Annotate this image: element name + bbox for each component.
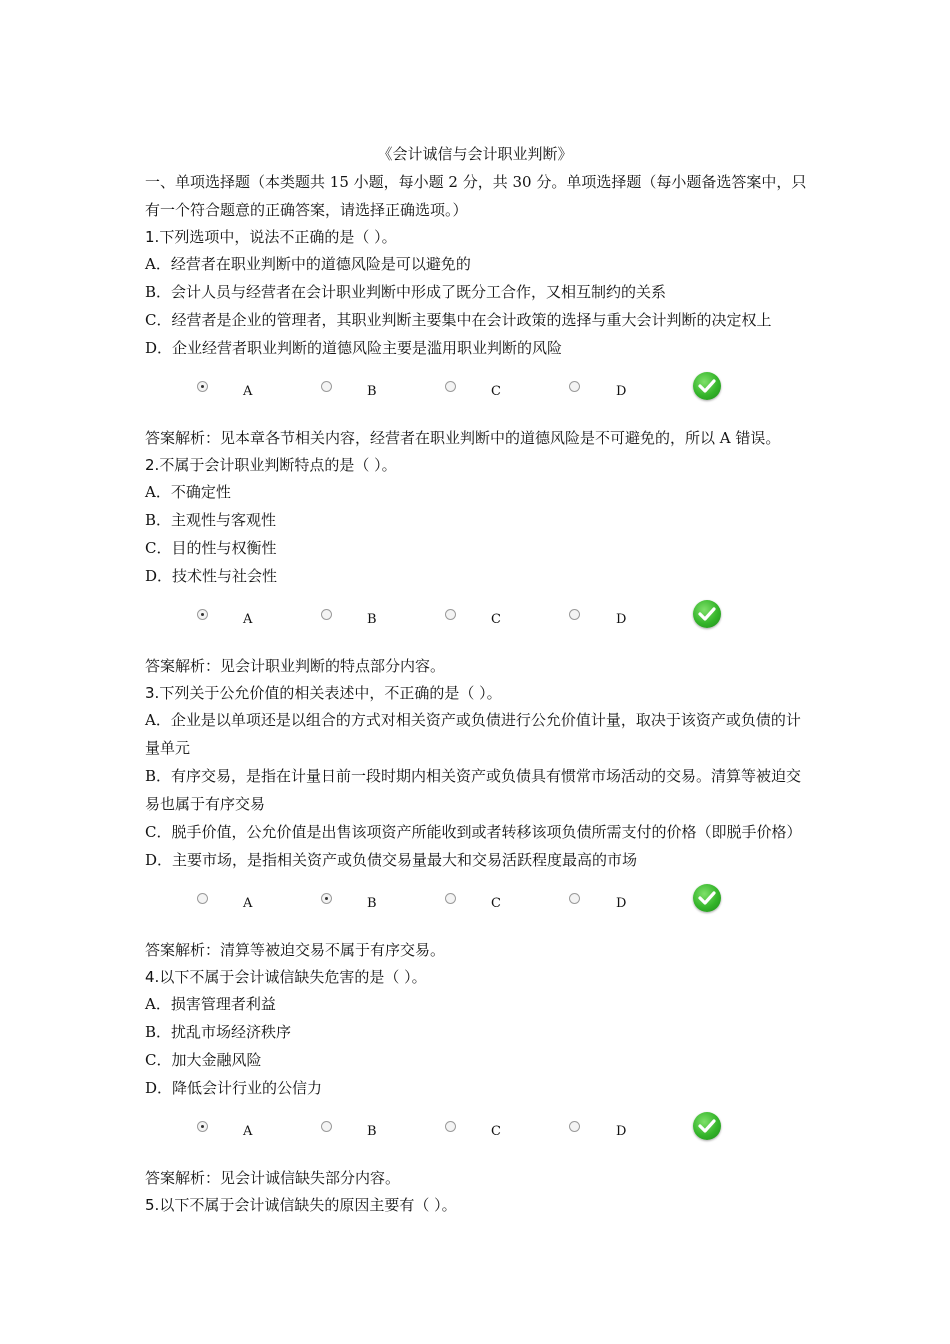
radio-option-a[interactable] [197, 381, 208, 392]
answer-analysis: 答案解析：清算等被迫交易不属于有序交易。 [145, 941, 446, 959]
question-stem [145, 224, 810, 250]
question-number: 4. [145, 968, 160, 986]
radio-label-b: B [367, 384, 377, 399]
correct-check-icon [693, 884, 721, 912]
answer-choices [145, 596, 810, 648]
question-number: 5. [145, 1196, 160, 1214]
radio-option-b[interactable] [321, 609, 332, 620]
correct-check-icon [693, 372, 721, 400]
question-text: 以下不属于会计诚信缺失危害的是（ ）。 [159, 968, 427, 986]
correct-check-icon [693, 1112, 721, 1140]
option-text-b: B．有序交易，是指在计量日前一段时期内相关资产或负债具有惯常市场活动的交易。清算等被迫交易也属于有序交易 [145, 767, 802, 813]
answer-choices [145, 368, 810, 420]
radio-option-b[interactable] [321, 893, 332, 904]
option-text-d: D．降低会计行业的公信力 [145, 1079, 323, 1097]
question-number: 3. [145, 684, 160, 702]
question-stem [145, 1192, 810, 1218]
option-text-b: B．会计人员与经营者在会计职业判断中形成了既分工合作，又相互制约的关系 [145, 283, 667, 301]
radio-label-d: D [616, 1124, 627, 1139]
option-text-c: C．脱手价值，公允价值是出售该项资产所能收到或者转移该项负债所需支付的价格（即脱手价格） [145, 823, 802, 841]
question-text: 下列选项中，说法不正确的是（ ）。 [159, 228, 397, 246]
option-text-a: A．不确定性 [145, 483, 231, 501]
question-number: 1. [145, 228, 160, 246]
option-text-b: B．主观性与客观性 [145, 511, 277, 529]
radio-option-c[interactable] [445, 609, 456, 620]
question-stem [145, 964, 810, 990]
radio-label-b: B [367, 1124, 377, 1139]
answer-analysis: 答案解析：见会计职业判断的特点部分内容。 [145, 657, 446, 675]
answer-analysis: 答案解析：见会计诚信缺失部分内容。 [145, 1169, 401, 1187]
question-1 [145, 224, 810, 452]
question-text: 下列关于公允价值的相关表述中，不正确的是（ ）。 [159, 684, 502, 702]
radio-label-c: C [491, 1124, 501, 1139]
radio-label-c: C [491, 384, 501, 399]
radio-option-a[interactable] [197, 893, 208, 904]
question-4 [145, 964, 810, 1192]
radio-option-a[interactable] [197, 1121, 208, 1132]
question-stem [145, 452, 810, 478]
radio-label-a: A [243, 612, 253, 627]
radio-option-b[interactable] [321, 1121, 332, 1132]
radio-label-a: A [243, 384, 253, 399]
radio-option-a[interactable] [197, 609, 208, 620]
radio-label-d: D [616, 612, 627, 627]
question-number: 2. [145, 456, 160, 474]
radio-label-d: D [616, 896, 627, 911]
question-stem [145, 680, 810, 706]
question-list [145, 168, 810, 1218]
radio-option-c[interactable] [445, 381, 456, 392]
option-text-a: A．企业是以单项还是以组合的方式对相关资产或负债进行公允价值计量，取决于该资产或负债的计量单元 [145, 711, 801, 757]
radio-option-d[interactable] [569, 381, 580, 392]
question-5 [145, 1192, 810, 1218]
radio-label-a: A [243, 896, 253, 911]
option-text-a: A．损害管理者利益 [145, 995, 276, 1013]
question-3 [145, 680, 810, 964]
section-header: 一、单项选择题（本类题共 15 小题，每小题 2 分，共 30 分。单项选择题（每小题备选答案中，只有一个符合题意的正确答案，请选择正确选项。） [145, 173, 807, 219]
radio-label-b: B [367, 896, 377, 911]
document-title: 《会计诚信与会计职业判断》 [377, 145, 573, 163]
option-text-d: D．主要市场，是指相关资产或负债交易量最大和交易活跃程度最高的市场 [145, 851, 638, 869]
option-text-c: C．经营者是企业的管理者，其职业判断主要集中在会计政策的选择与重大会计判断的决定权上 [145, 311, 772, 329]
question-2 [145, 452, 810, 680]
question-text: 不属于会计职业判断特点的是（ ）。 [159, 456, 397, 474]
correct-check-icon [693, 600, 721, 628]
radio-option-d[interactable] [569, 609, 580, 620]
radio-option-c[interactable] [445, 1121, 456, 1132]
radio-label-a: A [243, 1124, 253, 1139]
radio-option-c[interactable] [445, 893, 456, 904]
radio-label-c: C [491, 896, 501, 911]
option-text-c: C．加大金融风险 [145, 1051, 262, 1069]
radio-option-d[interactable] [569, 1121, 580, 1132]
answer-analysis: 答案解析：见本章各节相关内容，经营者在职业判断中的道德风险是不可避免的，所以 A 错误。 [145, 429, 781, 447]
option-text-c: C．目的性与权衡性 [145, 539, 277, 557]
radio-option-d[interactable] [569, 893, 580, 904]
answer-choices [145, 1108, 810, 1160]
question-text: 以下不属于会计诚信缺失的原因主要有（ ）。 [159, 1196, 457, 1214]
radio-label-d: D [616, 384, 627, 399]
radio-label-c: C [491, 612, 501, 627]
radio-option-b[interactable] [321, 381, 332, 392]
radio-label-b: B [367, 612, 377, 627]
option-text-a: A．经营者在职业判断中的道德风险是可以避免的 [145, 255, 471, 273]
answer-choices [145, 880, 810, 932]
option-text-d: D．技术性与社会性 [145, 567, 278, 585]
option-text-d: D．企业经营者职业判断的道德风险主要是滥用职业判断的风险 [145, 339, 563, 357]
option-text-b: B．扰乱市场经济秩序 [145, 1023, 292, 1041]
